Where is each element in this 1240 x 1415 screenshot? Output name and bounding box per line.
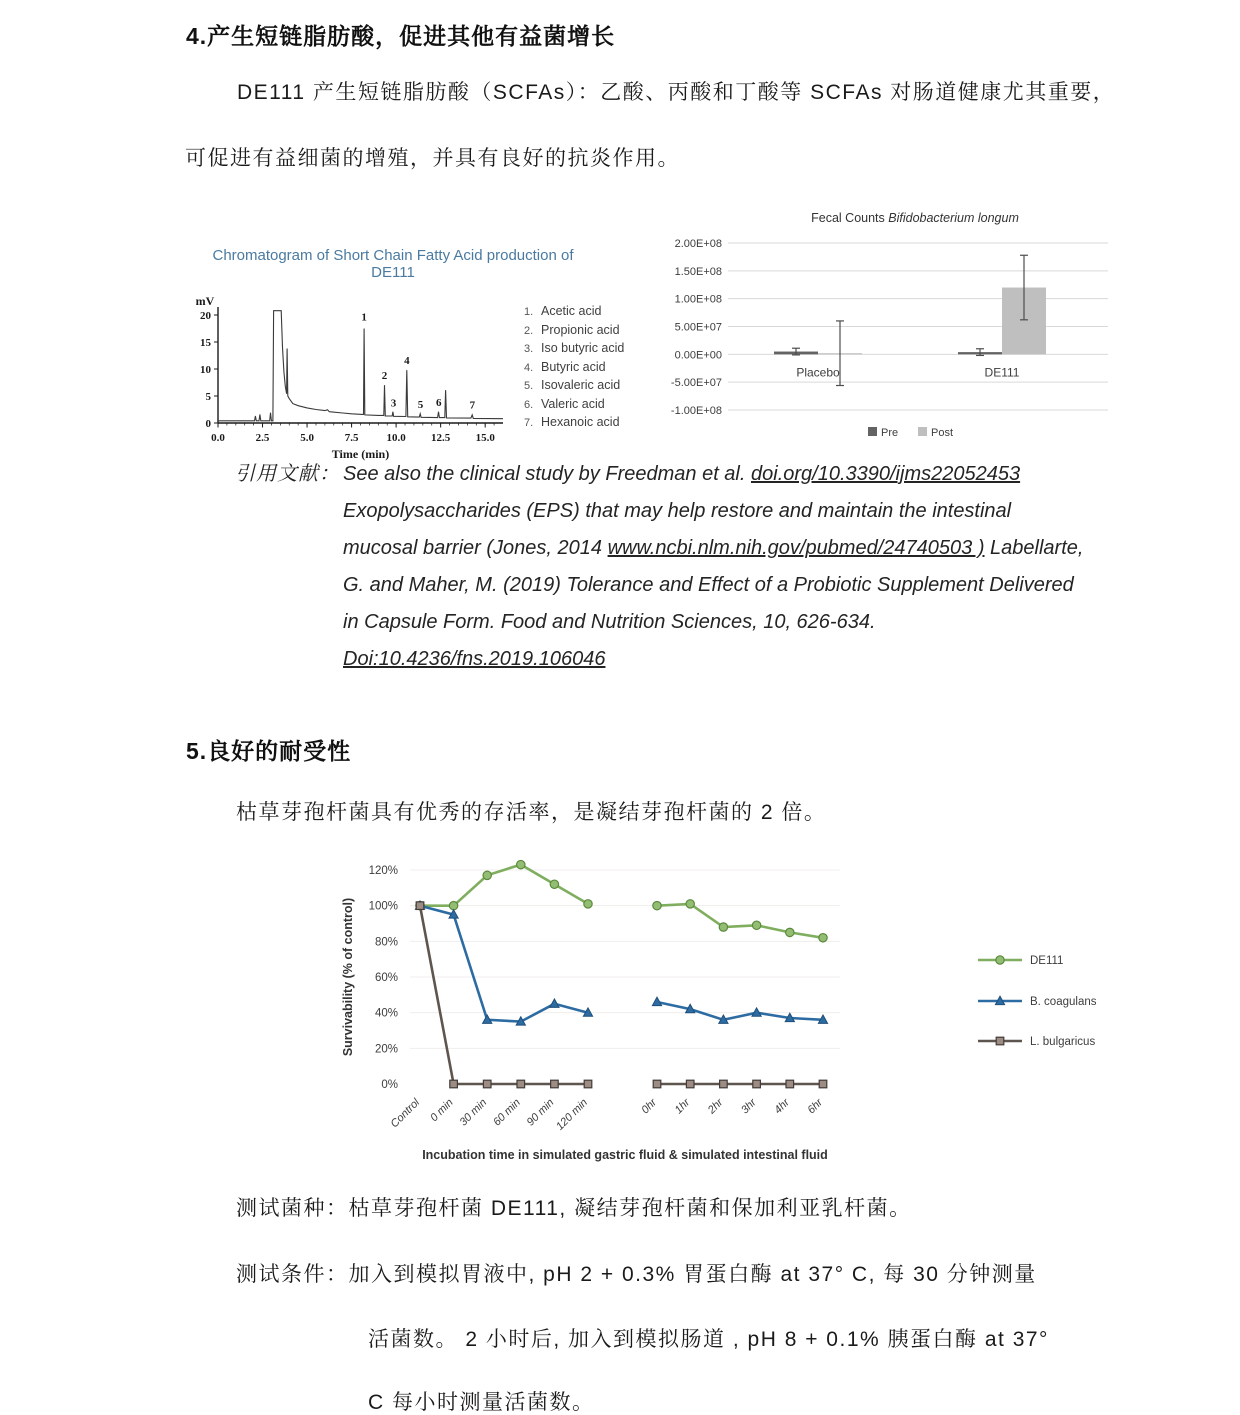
- svg-text:Time (min): Time (min): [331, 447, 390, 461]
- svg-text:20: 20: [200, 310, 211, 322]
- chromatogram-chart: [188, 293, 508, 473]
- svg-text:5.0: 5.0: [300, 432, 314, 444]
- test-conditions-line: [236, 1258, 1037, 1288]
- citation-link[interactable]: www.ncbi.nlm.nih.gov/pubmed/24740503 ): [607, 537, 985, 559]
- svg-text:15.0: 15.0: [475, 432, 495, 444]
- citation-line: [343, 530, 1143, 567]
- svg-text:DE111: DE111: [984, 365, 1020, 380]
- svg-text:90 min: 90 min: [524, 1096, 557, 1129]
- svg-text:120 min: 120 min: [553, 1096, 591, 1133]
- citation-label: 引用文献：: [235, 463, 340, 485]
- citation-text: [343, 456, 1143, 678]
- svg-text:0 min: 0 min: [428, 1096, 456, 1125]
- chromatogram-legend-item: 4. Butyric acid: [524, 359, 606, 374]
- test-species-text: 枯草芽孢杆菌 DE111, 凝结芽孢杆菌和保加利亚乳杆菌。: [348, 1197, 912, 1220]
- svg-text:60%: 60%: [374, 972, 398, 984]
- citation-line: [343, 493, 1143, 530]
- svg-text:0.0: 0.0: [211, 432, 225, 444]
- svg-text:Survivability (% of control): Survivability (% of control): [341, 897, 355, 1057]
- chromatogram-title: Chromatogram of Short Chain Fatty Acid production of DE111: [212, 247, 574, 281]
- svg-text:2: 2: [381, 369, 388, 382]
- citation-line: [343, 604, 1143, 641]
- svg-text:2.5: 2.5: [255, 432, 270, 444]
- citation-line: [343, 567, 1143, 604]
- svg-text:6: 6: [435, 396, 442, 409]
- citation-segment: mucosal barrier (Jones, 2014: [343, 537, 608, 559]
- test-species-label: 测试菌种：: [236, 1197, 349, 1220]
- survivability-line-chart: [330, 843, 1130, 1168]
- test-conditions-line2: 活菌数。 2 小时后, 加入到模拟肠道 , pH 8 + 0.1% 胰蛋白酶 at 37°: [368, 1328, 1049, 1351]
- test-conditions-text: 加入到模拟胃液中, pH 2 + 0.3% 胃蛋白酶 at 37° C, 每 30 分钟测量: [348, 1263, 1037, 1286]
- test-species-line: [236, 1192, 912, 1222]
- svg-text:0%: 0%: [381, 1079, 398, 1091]
- citation-segment: Labellarte,: [984, 537, 1084, 559]
- citation-segment: in Capsule Form. Food and Nutrition Sciences, 10, 626-634.: [343, 611, 876, 633]
- svg-text:4hr: 4hr: [772, 1096, 792, 1117]
- svg-text:7: 7: [469, 399, 476, 412]
- svg-text:Control: Control: [388, 1096, 423, 1131]
- svg-text:10.0: 10.0: [386, 432, 406, 444]
- svg-text:mV: mV: [195, 294, 215, 308]
- citation-line: [343, 641, 1143, 678]
- svg-text:30 min: 30 min: [457, 1096, 490, 1129]
- svg-text:1.00E+08: 1.00E+08: [674, 293, 722, 306]
- chromatogram-legend-item: 2. Propionic acid: [524, 322, 620, 337]
- svg-text:20%: 20%: [374, 1043, 398, 1056]
- svg-text:80%: 80%: [374, 936, 398, 949]
- svg-text:Incubation time in simulated g: Incubation time in simulated gastric fluid & simulated intestinal fluid: [422, 1148, 828, 1162]
- svg-text:100%: 100%: [368, 900, 398, 913]
- svg-text:DE111: DE111: [1030, 955, 1064, 967]
- svg-text:Placebo: Placebo: [796, 365, 840, 380]
- svg-text:10: 10: [200, 364, 211, 376]
- test-conditions-label: 测试条件：: [236, 1263, 349, 1286]
- citation-line: [343, 456, 1143, 493]
- citation-segment: G. and Maher, M. (2019) Tolerance and Effect of a Probiotic Supplement Delivered: [343, 574, 1074, 596]
- svg-text:1: 1: [361, 311, 367, 324]
- chromatogram-legend-item: 1. Acetic acid: [524, 304, 602, 318]
- chromatogram-legend: [508, 293, 624, 473]
- svg-text:Pre: Pre: [881, 427, 899, 439]
- chromatogram-legend-item: 7. Hexanoic acid: [524, 415, 620, 429]
- svg-text:120%: 120%: [368, 865, 398, 877]
- svg-text:15: 15: [200, 337, 211, 349]
- svg-text:0.00E+00: 0.00E+00: [674, 349, 722, 362]
- svg-text:3hr: 3hr: [738, 1096, 759, 1117]
- test-conditions-line3: C 每小时测量活菌数。: [368, 1391, 595, 1414]
- chromatogram-legend-item: 6. Valeric acid: [524, 396, 605, 411]
- svg-text:1.50E+08: 1.50E+08: [674, 265, 722, 278]
- chromatogram-legend-item: 3. Iso butyric acid: [524, 341, 625, 355]
- svg-text:5.00E+07: 5.00E+07: [674, 321, 722, 334]
- bar-chart-title: Fecal Counts Bifidobacterium longum: [811, 211, 1019, 225]
- svg-text:2hr: 2hr: [705, 1096, 726, 1117]
- svg-text:60 min: 60 min: [491, 1096, 523, 1129]
- citation-segment: See also the clinical study by Freedman et al.: [343, 463, 751, 485]
- fecal-counts-bar-chart: [650, 205, 1125, 445]
- svg-text:Post: Post: [931, 427, 954, 439]
- svg-text:12.5: 12.5: [431, 432, 451, 444]
- svg-text:40%: 40%: [374, 1007, 398, 1020]
- svg-text:0hr: 0hr: [639, 1096, 660, 1117]
- svg-text:1hr: 1hr: [672, 1096, 693, 1117]
- svg-text:2.00E+08: 2.00E+08: [674, 238, 722, 250]
- svg-text:-1.00E+08: -1.00E+08: [670, 405, 722, 417]
- svg-text:5: 5: [417, 399, 424, 412]
- citation-link[interactable]: doi.org/10.3390/ijms22052453: [751, 463, 1021, 485]
- citation-segment: Exopolysaccharides (EPS) that may help restore and maintain the intestinal: [343, 500, 1012, 522]
- svg-text:4: 4: [404, 354, 410, 367]
- svg-text:7.5: 7.5: [344, 432, 359, 444]
- svg-text:B. coagulans: B. coagulans: [1030, 996, 1097, 1008]
- svg-text:-5.00E+07: -5.00E+07: [670, 377, 722, 390]
- svg-text:5: 5: [205, 391, 211, 403]
- chromatogram-figure: [188, 205, 658, 473]
- svg-text:6hr: 6hr: [805, 1096, 826, 1117]
- section5-paragraph: 枯草芽孢杆菌具有优秀的存活率，是凝结芽孢杆菌的 2 倍。: [236, 801, 827, 824]
- citation-block: [235, 456, 1143, 678]
- chromatogram-legend-item: 5. Isovaleric acid: [524, 378, 621, 392]
- section5-heading: 5.良好的耐受性: [186, 738, 352, 764]
- svg-text:3: 3: [390, 397, 397, 410]
- section4-paragraph: DE111 产生短链脂肪酸（SCFAs）：乙酸、丙酸和丁酸等 SCFAs 对肠道健康尤其重要，可促进有益细菌的增殖，并具有良好的抗炎作用。: [185, 81, 1116, 170]
- citation-link[interactable]: Doi:10.4236/fns.2019.106046: [343, 648, 606, 670]
- section4-heading: 4.产生短链脂肪酸，促进其他有益菌增长: [186, 23, 616, 49]
- svg-text:0: 0: [205, 418, 211, 430]
- svg-text:L. bulgaricus: L. bulgaricus: [1030, 1036, 1096, 1048]
